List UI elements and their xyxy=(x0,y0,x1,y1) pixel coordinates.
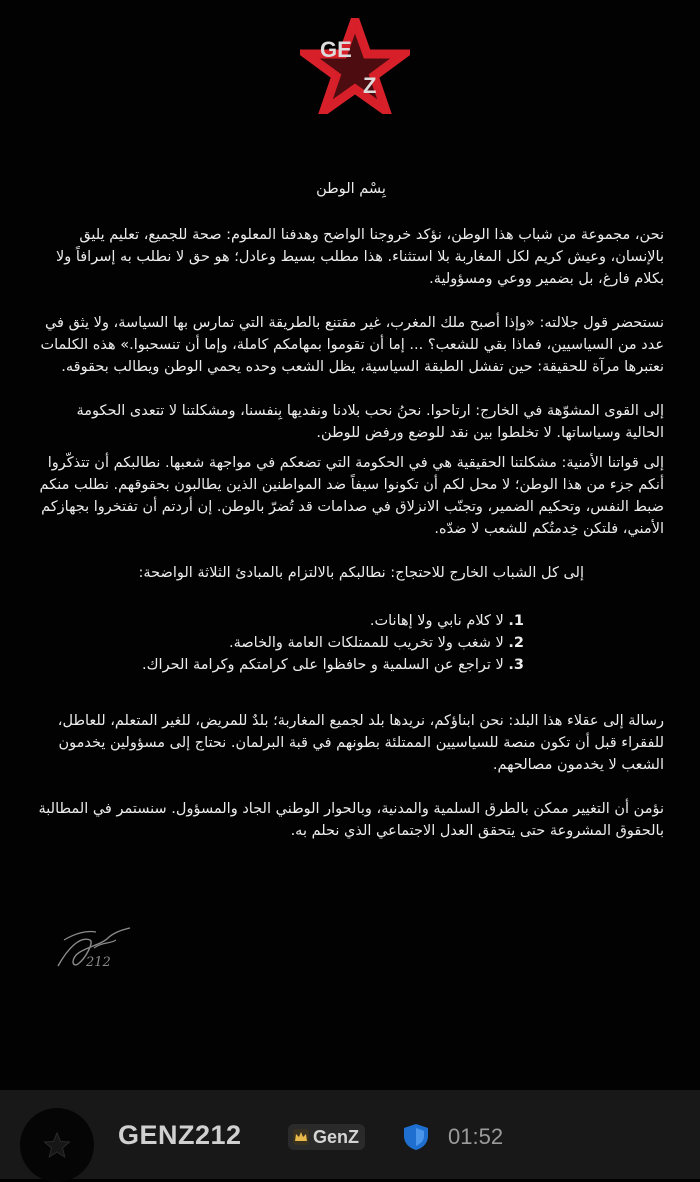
list-item-number: 1. xyxy=(508,613,524,629)
paragraph-king-quote: نستحضر قول جلالته: «وإذا أصبح ملك المغرب، غير مقتنع بالطريقة التي تمارس بها السياسة، ولا يثق في عدد من السياسيين، فماذا بقي للشعب؟ ... إما أن تقوموا بمهامكم كاملة، وإما أن تنسحبوا.» هذه الكلمات نعتبرها مرآة للحقيقة: حين تفشل الطبقة السياسية، يظل الشعب وحده يحمي الوطن ويطالب بحقوقه. xyxy=(40,315,664,375)
signature-number: 212 xyxy=(86,955,111,970)
paragraph-demands: نحن، مجموعة من شباب هذا الوطن، نؤكد خروجنا الواضح وهدفنا المعلوم: صحة للجميع، تعليم يليق بالإنسان، وعيش كريم لكل المغاربة بلا استثناء. هذا مطلب بسيط وعادل؛ هو حق لا نطلب به إسرافاً ولا بكلام فارغ، بل بضمير ووعي ومسؤولية. xyxy=(55,227,664,287)
paragraph-security-forces: إلى قواتنا الأمنية: مشكلتنا الحقيقية هي في الحكومة التي تضعكم في مواجهة شعبها. نطالبكم أن تتذكّروا أنكم جزء من هذا الوطن؛ لا محل لكم أن تكونوا سيفاً ضد المواطنين الذين يطالبون بحقوقهم. نطلب منكم ضبط النفس، وتحكيم الضمير، وتجنّب الانزلاق في صدامات قد تُضرّ بالوطن. إن أردتم أن تفتخروا بجهازكم الأمني، فلتكن خِدمتُكم للشعب لا ضدّه. xyxy=(39,455,664,537)
list-item xyxy=(38,654,524,676)
blue-shield-icon xyxy=(401,1122,431,1152)
list-item-text: لا شغب ولا تخريب للممتلكات العامة والخاصة. xyxy=(228,635,504,651)
letter-salutation: بِسْم الوطن xyxy=(316,181,386,197)
crown-icon xyxy=(292,1128,310,1146)
svg-text:Z: Z xyxy=(363,73,377,98)
genz-logo xyxy=(300,18,410,114)
genz-star-logo-icon xyxy=(300,18,410,114)
list-item-text: لا تراجع عن السلمية و حافظوا على كرامتكم وكرامة الحراك. xyxy=(142,657,504,673)
list-item-number: 3. xyxy=(508,657,524,673)
list-item-text: لا كلام نابي ولا إهانات. xyxy=(369,613,504,629)
paragraph-foreign-forces: إلى القوى المشوّهة في الخارج: ارتاحوا. نحنُ نحب بلادنا ونفديها بِنفسنا، ومشكلتنا لا تتعدى الحكومة الحالية وسياساتها. لا تخلطوا بين نقد للوضع ورفض للوطن. xyxy=(76,403,664,441)
paragraph-message-to-elders: رسالة إلى عقلاء هذا البلد: نحن ابناؤكم، نريدها بلد لجميع المغاربة؛ بلدٌ للمريض، للغير المتعلم، للعاطل، للفقراء قبل أن تكون منصة للسياسيين الممتلئة بطونهم في قبة البرلمان. نحتاج إلى مسؤولين يخدمون الشعب لا يخدمون مصالحهم. xyxy=(57,713,664,773)
demands-list xyxy=(38,610,664,676)
list-item xyxy=(38,610,524,632)
avatar[interactable] xyxy=(20,1108,94,1182)
list-item-number: 2. xyxy=(508,635,524,651)
role-badge-label: GenZ xyxy=(313,1126,360,1147)
svg-text:GE: GE xyxy=(320,37,352,62)
list-item xyxy=(38,632,524,654)
demands-intro: إلى كل الشباب الخارج للاحتجاج: نطالبكم بالالتزام بالمبادئ الثلاثة الواضحة: xyxy=(138,565,584,581)
role-badge[interactable] xyxy=(288,1124,365,1150)
dark-star-icon xyxy=(43,1131,71,1159)
paragraph-closing: نؤمن أن التغيير ممكن بالطرق السلمية والمدنية، وبالحوار الوطني الجاد والمسؤول. سنستمر في المطالبة بالحقوق المشروعة حتى يتحقق العدل الاجتماعي الذي نحلم به. xyxy=(38,801,664,839)
message-footer xyxy=(0,1090,700,1179)
message-timestamp: 01:52 xyxy=(448,1124,504,1149)
username[interactable]: GENZ212 xyxy=(118,1120,242,1150)
letter-body xyxy=(38,178,664,864)
